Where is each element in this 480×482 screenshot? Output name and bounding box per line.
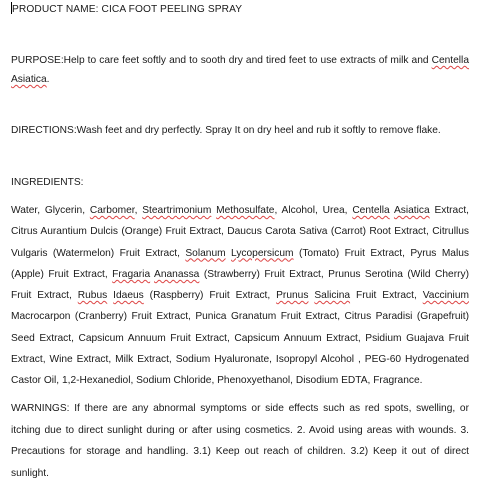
ingredient-flagged-word: Rubus bbox=[77, 290, 108, 302]
ingredient-flagged-word: Salicina bbox=[314, 290, 351, 302]
ingredient-flagged-word: Steartrimonium bbox=[142, 205, 212, 216]
purpose-label: PURPOSE: bbox=[11, 55, 64, 66]
ingredient-text: (Strawberry) Fruit Extract, Prunus Serotina (Wild Cherry) Fruit Extract, bbox=[11, 268, 469, 302]
ingredient-text: Water, Glycerin, bbox=[11, 205, 90, 216]
ingredient-flagged-word: Lycopersicum bbox=[231, 247, 294, 259]
ingredient-text: Fruit Extract, bbox=[350, 290, 423, 302]
ingredient-flagged-word: Fragaria bbox=[112, 268, 151, 280]
directions-label: DIRECTIONS: bbox=[11, 125, 77, 136]
purpose-text-flagged: Centella Asiatica bbox=[11, 55, 469, 86]
ingredient-flagged-word: Carbomer bbox=[89, 205, 135, 216]
warnings-label: WARNINGS: bbox=[11, 403, 70, 414]
ingredient-flagged-word: Centella bbox=[352, 205, 390, 216]
ingredient-text: Extract, Citrus Aurantium Dulcis (Orange) Fruit Extract, Daucus Carota Sativa (Carrot) Root Extract, Citrullus Vulgaris (Watermelon) Fruit Extract, bbox=[11, 205, 469, 259]
purpose-text: Help to care feet softly and to sooth dry and tired feet to use extracts of milk and bbox=[63, 55, 432, 66]
ingredient-flagged-word: Prunus bbox=[276, 290, 309, 302]
ingredient-flagged-word: Asiatica bbox=[393, 205, 430, 216]
ingredient-flagged-word: Solanum bbox=[185, 247, 226, 259]
ingredient-flagged-word: Methosulfate bbox=[216, 205, 275, 216]
ingredient-flagged-word: Idaeus bbox=[113, 290, 144, 302]
product-name-title: PRODUCT NAME: CICA FOOT PEELING SPRAY bbox=[12, 4, 243, 15]
ingredient-text: , Alcohol, Urea, bbox=[274, 205, 353, 216]
ingredient-text: , bbox=[134, 205, 143, 216]
ingredients-heading: INGREDIENTS: bbox=[11, 177, 84, 188]
purpose-paragraph bbox=[11, 51, 469, 89]
ingredient-text: (Raspberry) Fruit Extract, bbox=[143, 290, 277, 302]
directions-paragraph bbox=[11, 121, 469, 140]
ingredient-flagged-word: Ananassa bbox=[154, 268, 200, 280]
warnings-text: If there are any abnormal symptoms or side effects such as red spots, swelling, or itching due to direct sunlight during or after using cosmetics. 2. Avoid using areas with wounds. 3. Precautions for storage and handling. 3.1) Keep out reach of children. 3.2) Keep it out of direct sunlight. bbox=[11, 403, 469, 479]
document-title-line bbox=[11, 0, 242, 19]
ingredient-text: (Tomato) Fruit Extract, Pyrus Malus (Apple) Fruit Extract, bbox=[11, 247, 469, 280]
ingredient-text: Macrocarpon (Cranberry) Fruit Extract, Punica Granatum Fruit Extract, Citrus Paradisi (Grapefruit) Seed Extract, Capsicum Annuum Fruit Extract, Capsicum Annuum Extract, Psidium Guajava Fruit Extract, Wine Extract, Milk Extract, Sodium Hyaluronate, Isopropyl Alcohol , PEG-60 Hydrogenated Castor Oil, 1,2-Hexanediol, Sodium Chloride, Phenoxyethanol, Disodium EDTA, Fragrance. bbox=[11, 311, 469, 387]
warnings-paragraph bbox=[11, 398, 469, 482]
ingredients-paragraph bbox=[11, 200, 469, 392]
directions-text: Wash feet and dry perfectly. Spray It on dry heel and rub it softly to remove flake. bbox=[76, 125, 441, 136]
ingredient-flagged-word: Vaccinium bbox=[422, 290, 469, 302]
purpose-text-end: . bbox=[46, 74, 50, 86]
